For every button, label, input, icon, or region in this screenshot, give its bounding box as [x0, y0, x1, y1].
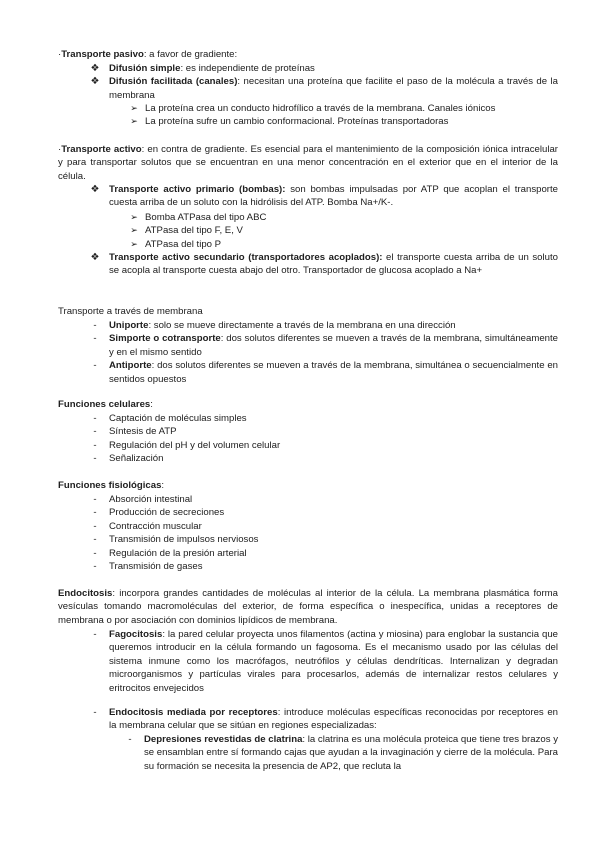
dash-bullet-icon: -: [93, 426, 97, 438]
list-item: ➢ ATPasa del tipo P: [128, 238, 528, 251]
dash-bullet-icon: -: [93, 333, 97, 345]
list-item: - Síntesis de ATP: [89, 425, 489, 438]
pump-list: [128, 211, 528, 251]
list-item: ❖ Difusión facilitada (canales): necesitan una proteína que facilite el paso de la molécula a través de la membrana: [90, 76, 558, 101]
fagocitosis-item: - Fagocitosis: la pared celular proyecta unos filamentos (actina y miosina) para englobar la sustancia que queremos introducir en la célula formando un fagosoma. Es el mecanismo usado por las células del sistema inmune como los macrófagos, neutrófilos y células dendríticas. Internalizan y degradan microorganismos y partículas virales para procesarlos, además de internalizar restos celulares y eritrocitos envejecidos: [89, 628, 558, 695]
list-item: - Transmisión de gases: [89, 560, 489, 573]
list-item: ❖ Difusión simple: es independiente de proteínas: [90, 63, 315, 74]
arrow-bullet-icon: ➢: [130, 225, 138, 236]
activo-paragraph: ·Transporte activo: en contra de gradiente. Es esencial para el mantenimiento de la composición iónica intracelular y para transportar solutos que se encuentran en una menor concentración en el exterior que en el interior de la célula.: [58, 144, 558, 182]
fisiologicas-heading: Funciones fisiológicas:: [58, 480, 165, 491]
dash-bullet-icon: -: [93, 520, 97, 532]
pasivo-list: [89, 62, 558, 102]
list-item: - Transmisión de impulsos nerviosos: [89, 533, 489, 546]
dash-bullet-icon: -: [93, 360, 97, 372]
arrow-bullet-icon: ➢: [130, 212, 138, 222]
list-item: - Regulación del pH y del volumen celular: [89, 439, 489, 452]
dash-bullet-icon: -: [93, 320, 97, 331]
list-item: - Antiporte: dos solutos diferentes se mueven a través de la membrana, simultánea o secuencialmente en sentidos opuestos: [89, 359, 558, 386]
diamond-bullet-icon: ❖: [90, 76, 100, 88]
activo-secundario-item: ❖ Transporte activo secundario (transportadores acoplados): el transporte cuesta arriba de un soluto se acopla al transporte cuesta abajo del otro. Transportador de glucosa acoplado a Na+: [90, 252, 558, 277]
list-item: - Simporte o cotransporte: dos solutos diferentes se mueven a través de la membrana, simultáneamente y en el mismo sentido: [89, 332, 558, 359]
list-item: ➢ La proteína sufre un cambio conformacional. Proteínas transportadoras: [128, 115, 568, 128]
list-item: - Absorción intestinal: [89, 493, 489, 506]
membrana-heading: Transporte a través de membrana: [58, 306, 203, 317]
list-item: ➢ ATPasa del tipo F, E, V: [128, 224, 528, 237]
dash-bullet-icon: -: [93, 507, 97, 519]
endocitosis-paragraph: Endocitosis: incorpora grandes cantidades de moléculas al interior de la célula. La membrana plasmática forma vesículas tomando macromoléculas del exterior, de forma específica o inespecífica, unidas a receptores de membrana o por asociación con dominios lipídicos de membrana.: [58, 588, 558, 626]
list-item: - Captación de moléculas simples: [89, 412, 489, 425]
arrow-bullet-icon: ➢: [130, 116, 138, 127]
pasivo-heading: ·Transporte pasivo: a favor de gradiente:: [58, 49, 238, 60]
depresiones-item: - Depresiones revestidas de clatrina: la clatrina es una molécula proteica que tiene tres brazos y se ensamblan entre sí formando cajas que ayudan a la invaginación y cierre de la molécula. Para su formación se necesita la presencia de AP2, que recluta la: [124, 733, 558, 773]
dash-bullet-icon: -: [93, 547, 97, 559]
dash-bullet-icon: -: [93, 629, 97, 640]
membrana-list: [89, 319, 558, 386]
list-item: - Contracción muscular: [89, 520, 489, 533]
celulares-list: [89, 412, 489, 466]
activo-primario-item: ❖ Transporte activo primario (bombas): son bombas impulsadas por ATP que acoplan el transporte cuesta arriba de un soluto con la hidrólisis del ATP. Bomba Na+/K-.: [90, 184, 558, 209]
dash-bullet-icon: -: [128, 734, 132, 745]
celulares-heading: Funciones celulares:: [58, 399, 153, 410]
dash-bullet-icon: -: [93, 707, 97, 718]
list-item: - Producción de secreciones: [89, 506, 489, 519]
diamond-bullet-icon: ❖: [90, 63, 100, 74]
list-item: ➢ Bomba ATPasa del tipo ABC: [128, 211, 528, 224]
dash-bullet-icon: -: [93, 494, 97, 505]
dash-bullet-icon: -: [93, 413, 97, 424]
arrow-bullet-icon: ➢: [130, 238, 138, 249]
list-item: - Regulación de la presión arterial: [89, 547, 489, 560]
pasivo-sublist: [128, 102, 568, 129]
dash-bullet-icon: -: [93, 534, 97, 546]
receptores-item: - Endocitosis mediada por receptores: introduce moléculas específicas reconocidas por receptores en la membrana celular que se sitúan en regiones especializadas:: [89, 706, 558, 733]
diamond-bullet-icon: ❖: [90, 252, 100, 263]
diamond-bullet-icon: ❖: [90, 184, 100, 195]
list-item: - Uniporte: solo se mueve directamente a través de la membrana en una dirección: [89, 319, 558, 332]
dash-bullet-icon: -: [93, 453, 97, 465]
arrow-bullet-icon: ➢: [130, 103, 138, 113]
dash-bullet-icon: -: [93, 561, 97, 573]
list-item: ➢ La proteína crea un conducto hidrofílico a través de la membrana. Canales iónicos: [128, 102, 568, 115]
dash-bullet-icon: -: [93, 439, 97, 451]
fisiologicas-list: [89, 493, 489, 573]
list-item: - Señalización: [89, 452, 489, 465]
